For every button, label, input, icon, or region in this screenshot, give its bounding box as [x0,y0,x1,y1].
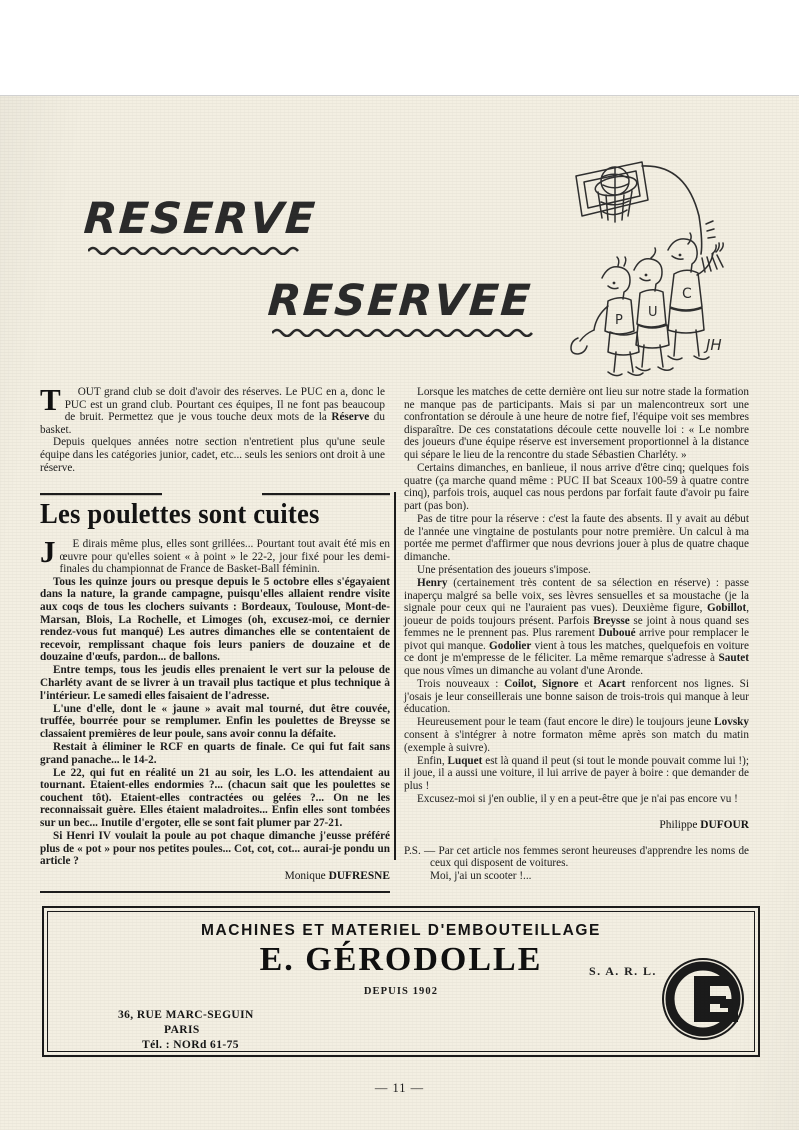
player-names-coilot-signore: Coilot, Signore [504,678,579,691]
intro-p1-text [40,382,385,436]
drop-cap-T: T [40,382,61,417]
player-name-godolier: Godolier [489,639,532,652]
drop-cap-J: J [40,534,56,569]
player-name-henry: Henry [417,576,448,589]
right-paragraph-3: Pas de titre pour la réserve : c'est la faute des absents. Il y avait au début de l'année une vingtaine de postulants pour notre première. Un calcul à ma portée me permet d'affirmer que nous devrions jouer à plus de quatre chaque dimanche. [404,512,749,563]
svg-text:JH: JH [706,336,722,354]
intro-paragraph-1 [40,382,385,436]
right-paragraph-4: Une présentation des joueurs s'impose. [417,563,591,576]
article-signature-last: DUFRESNE [328,869,390,882]
right-p7-c: consent à s'intégrer à notre formaton même après son match du matin (exemple à suivre). [404,729,749,754]
article-paragraph-1 [40,534,390,576]
advert-brand-name: E. GÉRODOLLE [259,941,543,978]
svg-text:U: U [648,305,658,320]
advert-address-street: 36, RUE MARC-SEGUIN [118,1009,254,1021]
page-title-line-1: RESERVE [82,194,319,244]
title-underline-2 [272,326,534,337]
svg-text:C: C [682,286,692,302]
right-p5-b: (certainement très content de sa sélection en réserve) : passe inaperçu malgré sa belle voix, ses lèvres sensuelles et sa moustache (je la signale pour ceux qui ne l'auraient pas vues). Deuxième figure, [404,576,749,615]
page-title-line-2: RESERVEE [266,276,534,326]
advert-address-city: PARIS [164,1024,200,1036]
page-number: — 11 — [374,1081,425,1095]
right-paragraph-2: Certains dimanches, en banlieue, il nous arrive d'être cinq; quelques fois quatre (ça marche quand même : PUC II bat Sceaux 100-59 à quatre contre cinq), parfois trois, auquel cas nous perdons par forfait faute d'avoir pu faire part (pas bon). [404,462,749,512]
player-name-luquet: Luquet [447,754,483,767]
right-signature [404,818,749,832]
box-right-rule [394,492,396,860]
article-paragraph-6: Le 22, qui fut en réalité un 21 au soir, les L.O. les attendaient au tournant. Etaient-elles endormies ?... (chacun sait que les poulettes se couchent tôt). Etaient-elles contractées ou gelées ?... On ne les reconnaissait guère. Elles étaient maladroites... Enfin elles sont tombées sur un bec... Inutile d'ergoter, elle se sont fait plumer par 27-21. [40,766,390,830]
right-paragraph-5 [404,577,749,678]
advertisement [42,906,760,1057]
intro-p1-tail: du basket. [40,411,385,436]
article-signature-first: Monique [284,869,326,882]
right-p5-f: se joint à nous quand ses femmes ne le prennent pas. Plus rarement [404,614,749,640]
article-signature [40,869,390,883]
right-p5-j: vient à tous les matches, quelquefois en voiture ce dont je m'empresse de le féliciter. La même remarque s'adresse à [404,639,749,665]
intro-p1-rest: OUT grand club se doit d'avoir des réserves. Le PUC en a, donc le PUC est un grand club. Pourtant ces équipes, Il ne font pas beaucoup de bruit. Permettez que je vous touche deux mots de la [64,386,385,424]
box-top-rule [40,488,390,498]
right-p5-l: que nous vîmes un dimanche au volant d'une Aronde. [404,665,644,678]
article-p1-text: E dirais même plus, elles sont grillées... Pourtant tout avait été mis en œuvre pour qu'elles soient « à point » le 22-2, jour fixé pour les demi-finales du championnat de France de Basket-Ball féminin. [59,538,390,576]
intro-paragraph-2: Depuis quelques années notre section n'entretient plus qu'une seule équipe dans les catégories junior, cadet, etc... seuls les seniors ont droit à une réserve. [40,436,385,474]
article-headline: Les poulettes sont cuites [40,498,320,530]
player-name-duboue: Duboué [598,627,636,640]
article-paragraph-2: Tous les quinze jours ou presque depuis le 5 octobre elles s'égayaient dans la nature, la grande campagne, puisqu'elles allaient rendre visite aux coqs de tous les clochers suivants : Bordeaux, Toulouse, Mont-de-Marsan, Blois, La Rochelle, et Limoges (oh, excusez-moi, ce dernier rendez-vous fut manqué) Les autres dimanches elle se contentaient de recevoir, remplissant chaque fois leurs paniers de douzaine et de douzaine d'œufs, pardon... de ballons. [40,575,390,664]
right-paragraph-8 [404,755,749,793]
ps-label: P.S. — [404,844,436,857]
article-paragraph-3: Entre temps, tous les jeudis elles prenaient le vert sur la pelouse de Charléty avant de se livrer à un travail plus tactique et plus technique à l'intérieur. Le samedi elles faisaient de l'adresse. [40,664,390,702]
postscript [404,845,749,883]
article-paragraph-4: L'une d'elle, dont le « jaune » avait mal tourné, dut être couvée, truffée, bourrée pour se remplumer. Enfin les poulettes de Breysse se classaient premières de leur poule, sans avoir connu la défaite. [40,702,390,740]
article-paragraph-5: Restait à éliminer le RCF en quarts de finale. Ce qui fut fait sans grand panache... le 14-2. [40,741,390,766]
player-name-sautet: Sautet [718,652,749,665]
advert-address [118,1008,254,1053]
left-column [40,382,385,474]
box-bottom-rule [40,891,390,893]
right-p5-d: , joueur de poids toujours présent. Parfois [404,602,749,627]
player-name-gobillot: Gobillot [707,602,747,615]
article-paragraph-7: Si Henri IV voulait la poule au pot chaque dimanche j'eusse préféré plus de « pot » pour nos petites poules... Cot, cot, cot... aurai-je pondu un article ? [40,830,390,868]
player-name-lovsky: Lovsky [714,716,749,729]
right-paragraph-6 [404,678,749,716]
right-p6-c: et [578,678,599,691]
page-content [0,96,799,1130]
right-p8-c: est là quand il peut (si tout le monde pouvait comme lui !); il joue, il a aussi une voiture, il lui arrive de payer à boire : que demander de plus ! [404,754,749,792]
right-paragraph-7 [404,716,749,754]
right-p8-a: Enfin, [417,754,448,767]
advert-legal-form: S. A. R. L. [589,964,657,978]
right-paragraph-9: Excusez-moi si j'en oublie, il y en a peut-être que je n'ai pas encore vu ! [417,793,738,805]
right-column [404,386,749,883]
magazine-page [0,96,799,1130]
advert-since: DEPUIS 1902 [363,986,439,997]
right-p7-a: Heureusement pour le team (faut encore le dire) le toujours jeune [417,716,715,729]
right-p6-e: renforcent nos lignes. Si j'osais je leur conseillerais une bonne saison de trois-trois qui manque à leur éducation. [404,678,749,716]
ps-line-1 [404,845,749,871]
svg-text:P: P [615,313,623,328]
player-name-acart: Acart [598,678,626,691]
right-paragraph-1: Lorsque les matches de cette dernière ont lieu sur notre stade la formation ne manque pas de participants. Mais si par un malencontreux sort une confrontation se déroule à une heure de notre fief, l'équipe voit ses membres disparaître. De ces constatations découle cette nouvelle loi : « Le nombre des joueurs d'une équipe réserve est inversement proportionnel à la distance qui sépare le lieu de la rencontre du stade Sébastien Charléty. » [404,386,749,461]
advert-eg-monogram-logo [660,956,746,1042]
advert-tagline: MACHINES ET MATERIEL D'EMBOUTEILLAGE [201,922,601,939]
right-signature-first: Philippe [659,818,698,831]
title-underline-1 [88,244,300,255]
intro-p1-bold: Réserve [331,411,370,424]
masthead [0,96,799,386]
advert-address-phone: Tél. : NORd 61-75 [142,1039,239,1051]
basketball-cartoon-illustration [556,138,752,378]
boxed-article [40,488,390,885]
right-p5-h: arrive pour remplacer le pivot qui manque. [404,627,749,652]
ps-text: Par cet article nos femmes seront heureuses d'apprendre les noms de ceux qui disposent de voitures. [430,844,749,870]
ps-line-2: Moi, j'ai un scooter !... [430,870,532,883]
right-signature-last: DUFOUR [700,818,749,831]
player-name-breysse: Breysse [593,614,630,627]
right-p6-a: Trois nouveaux : [417,678,505,691]
